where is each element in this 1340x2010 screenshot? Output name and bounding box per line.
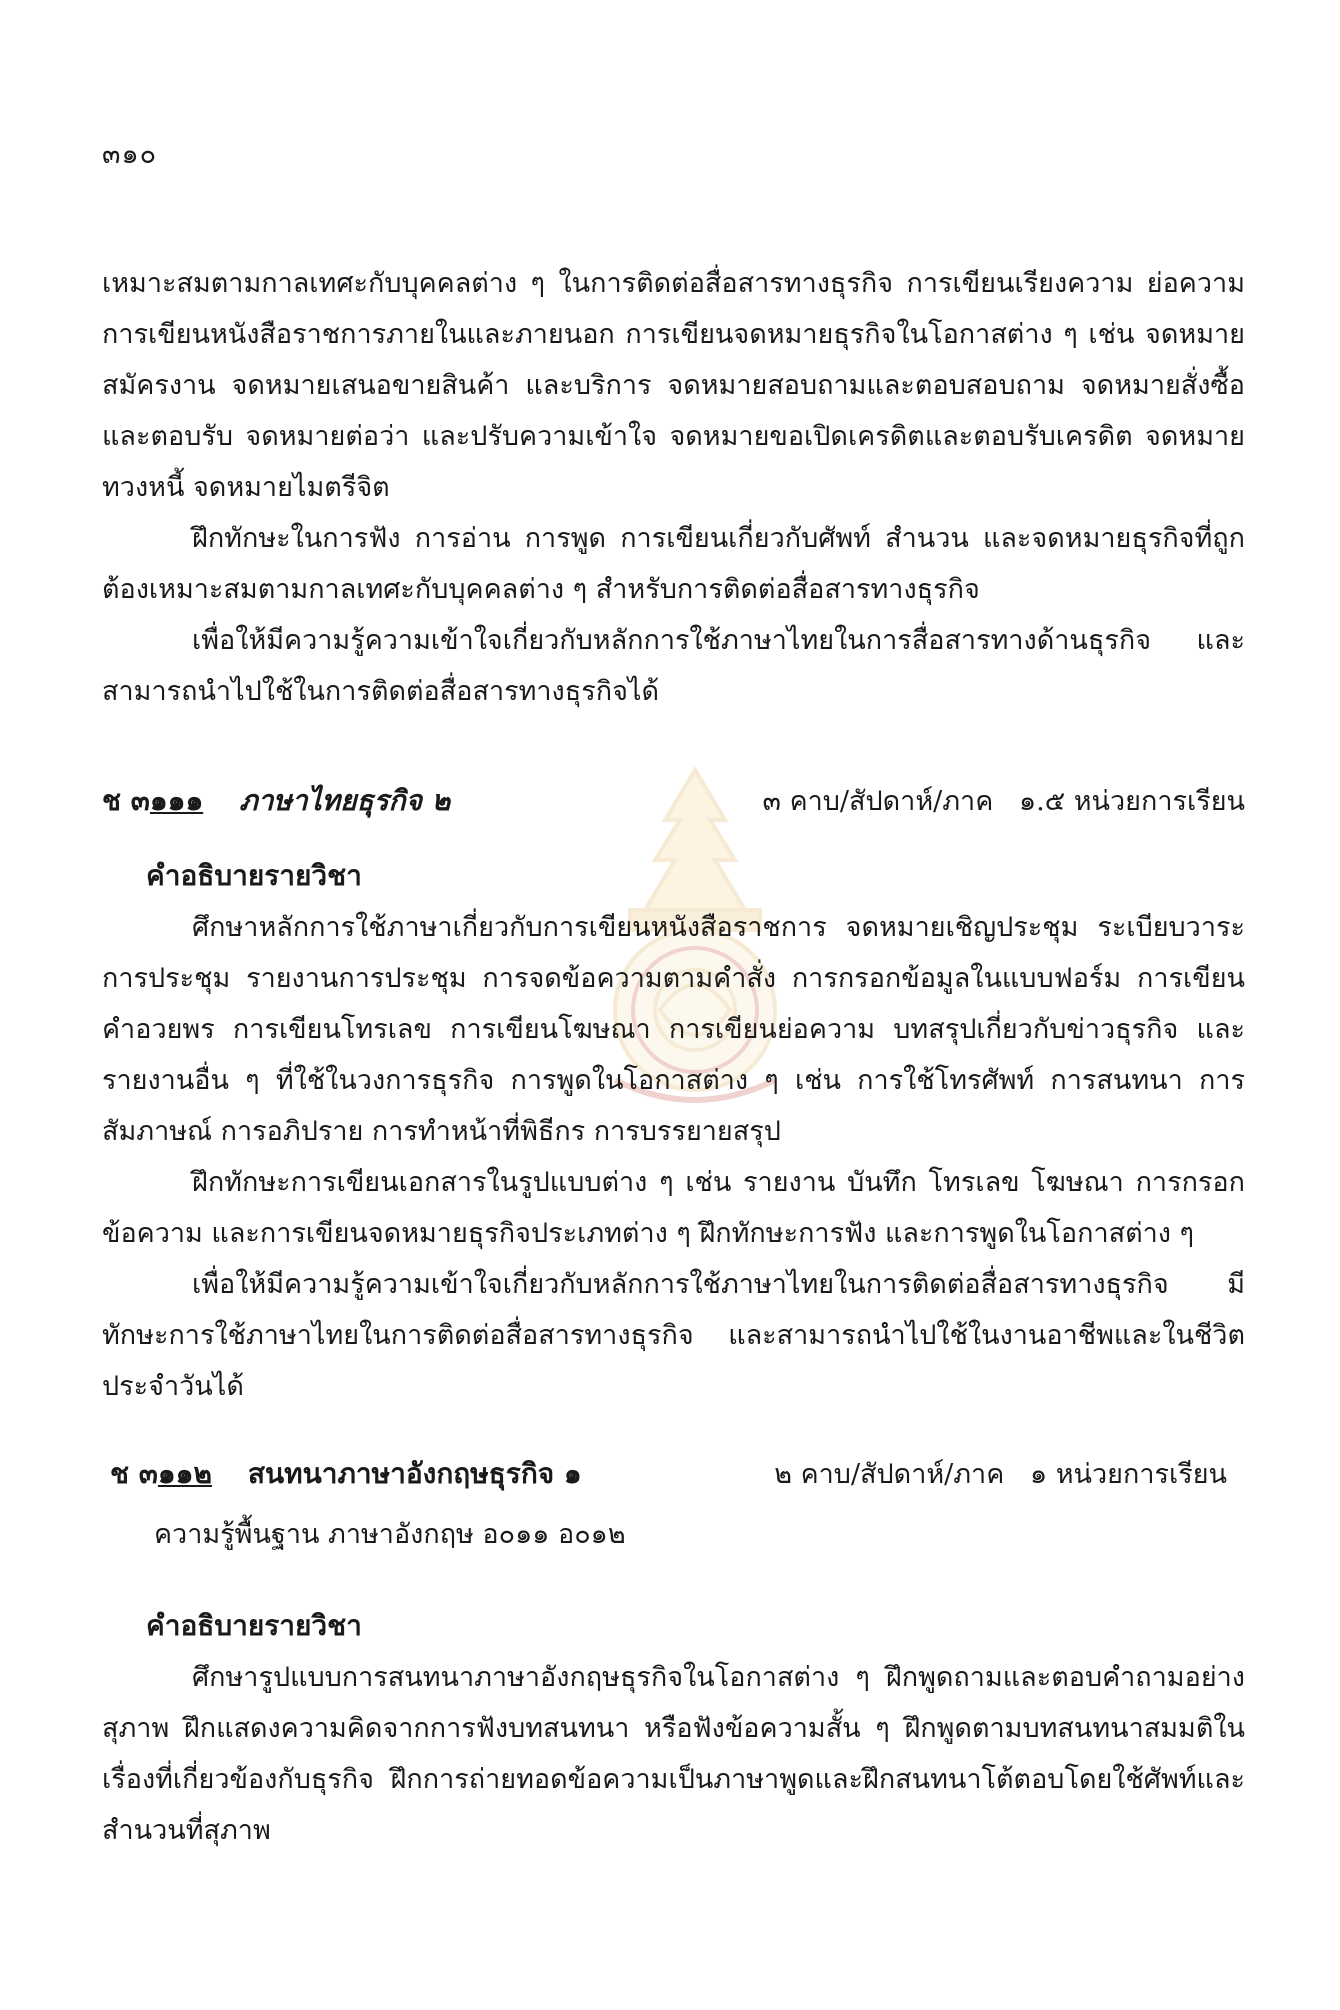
course-description-heading: คำอธิบายรายวิชา xyxy=(146,859,362,892)
course-description-heading: คำอธิบายรายวิชา xyxy=(146,1609,362,1642)
course2-description-paragraph: ศึกษารูปแบบการสนทนาภาษาอังกฤษธุรกิจในโอกาสต่าง ๆ ฝึกพูดถามและตอบคำถามอย่างสุภาพ ฝึกแสดงความคิดจากการฟังบทสนทนา หรือฟังข้อความสั้น ๆ ฝึกพูดตามบทสนทนาสมมติในเรื่องที่เกี่ยวข้องกับธุรกิจ ฝึกการถ่ายทอดข้อความเป็นภาษาพูดและฝึกสนทนาโต้ตอบโดยใช้ศัพท์และสำนวนที่สุภาพ xyxy=(102,1662,1245,1846)
course-title: สนทนาภาษาอังกฤษธุรกิจ ๑ xyxy=(247,1457,582,1490)
course-title: ภาษาไทยธุรกิจ ๒ xyxy=(239,784,451,817)
document-body xyxy=(102,258,1245,1856)
intro-paragraph-skills: ฝึกทักษะในการฟัง การอ่าน การพูด การเขียนเกี่ยวกับศัพท์ สำนวน และจดหมายธุรกิจที่ถูกต้องเหมาะสมตามกาลเทศะกับบุคคลต่าง ๆ สำหรับการติดต่อสื่อสารทางธุรกิจ xyxy=(102,523,1245,605)
course-code: ช ๓๑๑๒ xyxy=(110,1457,212,1490)
course-meta: ๓ คาบ/สัปดาห์/ภาค ๑.๕ หน่วยการเรียน xyxy=(762,786,1245,817)
course-header-thai-business-2 xyxy=(102,775,1245,828)
intro-paragraph-continued: เหมาะสมตามกาลเทศะกับบุคคลต่าง ๆ ในการติดต่อสื่อสารทางธุรกิจ การเขียนเรียงความ ย่อความ การเขียนหนังสือราชการภายในและภายนอก การเขียนจดหมายธุรกิจในโอกาสต่าง ๆ เช่น จดหมายสมัครงาน จดหมายเสนอขายสินค้า และบริการ จดหมายสอบถามและตอบสอบถาม จดหมายสั่งซื้อและตอบรับ จดหมายต่อว่า และปรับความเข้าใจ จดหมายขอเปิดเครดิตและตอบรับเครดิต จดหมายทวงหนี้ จดหมายไมตรีจิต xyxy=(102,268,1245,503)
course-header-business-english-1 xyxy=(102,1448,1245,1501)
course-code: ช ๓๑๑๑ xyxy=(102,784,204,817)
course1-skills-paragraph: ฝึกทักษะการเขียนเอกสารในรูปแบบต่าง ๆ เช่น รายงาน บันทึก โทรเลข โฆษณา การกรอกข้อความ และการเขียนจดหมายธุรกิจประเภทต่าง ๆ ฝึกทักษะการฟัง และการพูดในโอกาสต่าง ๆ xyxy=(102,1167,1245,1249)
course-meta: ๒ คาบ/สัปดาห์/ภาค ๑ หน่วยการเรียน xyxy=(774,1459,1227,1490)
page-number: ๓๑๐ xyxy=(102,139,158,170)
course1-description-paragraph: ศึกษาหลักการใช้ภาษาเกี่ยวกับการเขียนหนังสือราชการ จดหมายเชิญประชุม ระเบียบวาระการประชุม รายงานการประชุม การจดข้อความตามคำสั่ง การกรอกข้อมูลในแบบฟอร์ม การเขียนคำอวยพร การเขียนโทรเลข การเขียนโฆษณา การเขียนย่อความ บทสรุปเกี่ยวกับข่าวธุรกิจ และรายงานอื่น ๆ ที่ใช้ในวงการธุรกิจ การพูดในโอกาสต่าง ๆ เช่น การใช้โทรศัพท์ การสนทนา การสัมภาษณ์ การอภิปราย การทำหน้าที่พิธีกร การบรรยายสรุป xyxy=(102,912,1245,1147)
course1-objective-paragraph: เพื่อให้มีความรู้ความเข้าใจเกี่ยวกับหลักการใช้ภาษาไทยในการติดต่อสื่อสารทางธุรกิจ มีทักษะการใช้ภาษาไทยในการติดต่อสื่อสารทางธุรกิจ และสามารถนำไปใช้ในงานอาชีพและในชีวิตประจำวันได้ xyxy=(102,1269,1245,1402)
course-prerequisite: ความรู้พื้นฐาน ภาษาอังกฤษ อ๐๑๑ อ๐๑๒ xyxy=(154,1519,626,1550)
intro-paragraph-objective: เพื่อให้มีความรู้ความเข้าใจเกี่ยวกับหลักการใช้ภาษาไทยในการสื่อสารทางด้านธุรกิจ และสามารถนำไปใช้ในการติดต่อสื่อสารทางธุรกิจได้ xyxy=(102,625,1245,707)
